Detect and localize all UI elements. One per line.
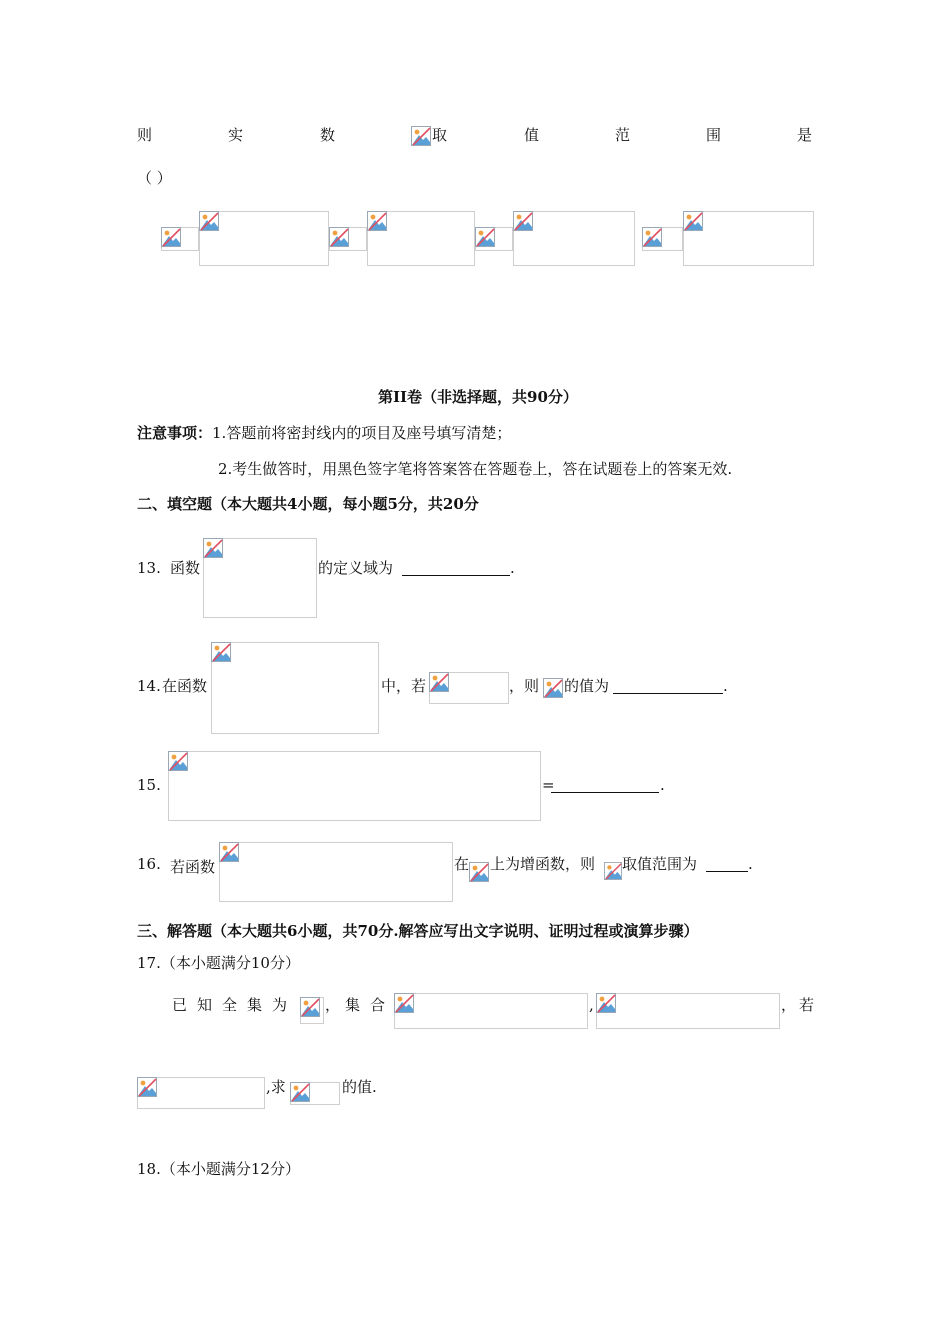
question-text: 函数 — [170, 559, 201, 577]
punctuation: , — [589, 996, 594, 1014]
question-18-title: 18.（本小题满分12分） — [137, 1160, 300, 1178]
question-text: 的定义域为 — [318, 559, 394, 577]
broken-image-icon — [211, 642, 231, 662]
question-number: 14. — [137, 677, 161, 695]
broken-image-icon — [137, 1077, 157, 1097]
formula-image — [394, 993, 588, 1029]
fill-in-heading: 二、填空题（本大题共4小题，每小题5分，共20分 — [137, 495, 479, 513]
question-title: 17.（本小题满分10分） — [137, 954, 300, 972]
text-char: 取 — [432, 126, 448, 144]
answer-blank[interactable] — [706, 857, 748, 872]
broken-image-icon — [543, 678, 563, 698]
text-char: 实 — [228, 126, 244, 144]
text-char: 已 — [172, 996, 188, 1014]
broken-image-icon — [513, 211, 533, 231]
text-char: 值 — [524, 126, 540, 144]
broken-image-icon — [596, 993, 616, 1013]
punctuation: ， — [781, 996, 797, 1014]
question-text: 上为增函数，则 — [490, 855, 596, 873]
text-char: 范 — [615, 126, 631, 144]
question-text: ，则 — [509, 677, 540, 695]
broken-image-icon — [642, 227, 662, 247]
broken-image-icon — [475, 227, 495, 247]
broken-image-icon — [394, 993, 414, 1013]
text-char: 知 — [197, 996, 213, 1014]
text-char: 则 — [137, 126, 153, 144]
solve-heading: 三、解答题（本大题共6小题，共70分.解答应写出文字说明、证明过程或演算步骤） — [137, 922, 699, 940]
period: . — [510, 559, 515, 577]
text-char: 是 — [797, 126, 813, 144]
notes-line-2: 2.考生做答时，用黑色签字笔将答案答在答题卷上，答在试题卷上的答案无效. — [218, 460, 733, 478]
formula-image — [219, 842, 453, 902]
text-char: 集 — [247, 996, 263, 1014]
broken-image-icon — [604, 862, 622, 880]
note-text: 1.答题前将密封线内的项目及座号填写清楚； — [212, 424, 512, 442]
equals-sign: = — [542, 776, 555, 794]
broken-image-icon — [199, 211, 219, 231]
notes-label: 注意事项： — [137, 424, 213, 442]
punctuation: ， — [325, 996, 341, 1014]
broken-image-icon — [290, 1082, 310, 1102]
question-text: ,求 — [266, 1078, 286, 1096]
question-text: 取值范围为 — [622, 855, 698, 873]
section-title: 第II卷（非选择题，共90分） — [378, 388, 578, 406]
answer-blank[interactable] — [551, 778, 659, 793]
broken-image-icon — [203, 538, 223, 558]
broken-image-icon — [168, 751, 188, 771]
period: . — [660, 776, 665, 794]
question-number: 13. — [137, 559, 161, 577]
question-text: 的值. — [342, 1078, 377, 1096]
broken-image-icon — [469, 862, 489, 882]
question-text: 中，若 — [381, 677, 427, 695]
text-char: 合 — [370, 996, 386, 1014]
text-char: 全 — [222, 996, 238, 1014]
text-char: 若 — [799, 996, 815, 1014]
broken-image-icon — [683, 211, 703, 231]
broken-image-icon — [161, 227, 181, 247]
period: . — [748, 855, 753, 873]
question-text: 若函数 — [170, 858, 216, 876]
formula-image — [596, 993, 780, 1029]
formula-image — [211, 642, 379, 734]
broken-image-icon — [411, 126, 431, 146]
question-text: 的值为 — [564, 677, 610, 695]
text-char: 围 — [706, 126, 722, 144]
answer-blank[interactable] — [402, 561, 510, 576]
broken-image-icon — [219, 842, 239, 862]
notes-line-1 — [137, 423, 511, 443]
broken-image-icon — [300, 997, 320, 1017]
answer-blank[interactable] — [613, 679, 723, 694]
text-char: 集 — [345, 996, 361, 1014]
question-number: 15. — [137, 776, 161, 794]
question-text: 在 — [454, 855, 470, 873]
question-number: 16. — [137, 855, 161, 873]
formula-image — [168, 751, 541, 821]
text-char: 数 — [320, 126, 336, 144]
text-char: 为 — [272, 996, 288, 1014]
broken-image-icon — [367, 211, 387, 231]
answer-paren: （ ） — [137, 169, 172, 187]
broken-image-icon — [329, 227, 349, 247]
question-text: 在函数 — [162, 677, 208, 695]
period: . — [723, 677, 728, 695]
broken-image-icon — [429, 672, 449, 692]
